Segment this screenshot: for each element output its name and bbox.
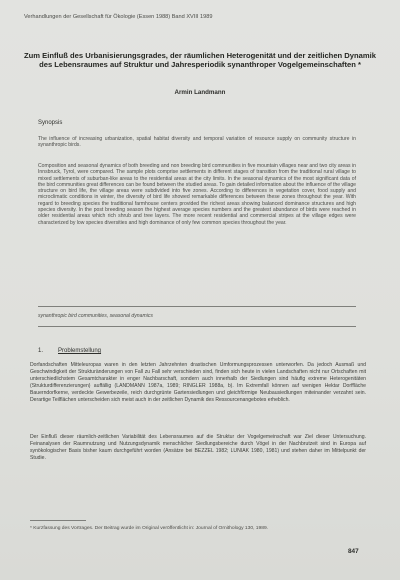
- body-paragraph: Dorfandschaften Mitteleuropas waren in den letzten Jahrzehnten drastischen Umformungsprozessen unterworfen. Da jedoch Ausmaß und Geschwindigkeit der Strukturänderungen von Fall zu Fall sehr verschieden sind, finden sich heute in vielen Landschaften nicht nur Ortschaften mit unterschiedlichstem Gesamtcharakter in enger Nachbarschaft, sondern auch innerhalb der Siedlungen sind häufig extreme Heterogenitäten (Strukturdifferenzierungen) auffällig (LANDMANN 1987a, 1989; RINGLER 1988a, b). Im Extremfall können auf wenigen Hektar Dorffläche Bauerndorfkerne, verdeckte Gewerbezeile, reich durchgrünte Gartensiedlungen und gleichförmige Neubausiedlungen miteinander verzahnt sein. Derartige Teilflächen unterscheiden sich meist auch in der zeitlichen Dynamik des Ressourcenangebotes erheblich.: [30, 362, 366, 404]
- synopsis-label: Synopsis: [38, 120, 63, 126]
- keywords: synanthropic bird communities, seasonal dynamics: [38, 313, 153, 319]
- divider: [38, 326, 356, 327]
- journal-header: Verhandlungen der Gesellschaft für Ökologie (Essen 1988) Band XVIII 1989: [24, 14, 213, 20]
- article-title: Zum Einfluß des Urbanisierungsgrades, der räumlichen Heterogenität und der zeitlichen Dynamik des Lebensraumes auf Struktur und Jahresperiodik synanthroper Vogelgemeinschaften *: [24, 51, 376, 70]
- section-title: Problemstellung: [58, 348, 102, 354]
- synopsis-paragraph: Composition and seasonal dynamics of both breeding and non breeding bird communities in five mountain villages near and two city areas in Innsbruck, Tyrol, were compared. The sample plots comprise settlements in different stages of transition from the traditional rural village to mixed settlements of suburban-like areas to the residential areas at the city limits. In the seasonal dynamics of the most significant data of the bird communities great differences can be found between the studied areas. To gain detailed information about the influence of the village structure on bird life, the village areas were subdivided into five zones. According to differences in vegetation cover, food supply and microclimatic conditions in winter, the diversity of bird life showed remarkable differences between these zones throughout the year. With regard to breeding species the traditional farmhouse centers provided the richest areas showing balanced dominance structures and high species diversity. In the post breeding season the highest average species numbers and the greatest abundance of birds were reached in older residential areas which rich shrub and tree layers. The more recent residential and commercial stripes at the village edges were characterized by low species diversities and high dominance of only few common species throughout the year.: [38, 163, 356, 226]
- body-paragraph: Der Einfluß dieser räumlich-zeitlichen Variabilität des Lebensraumes auf die Struktur der Vogelgemeinschaft war Ziel dieser Untersuchung. Feinanalysen der Raumnutzung und Nutzungsdynamik menschlicher Siedlungsbereiche durch Vögel in der Nachbrutzeit sind in Europa auf synökologischer Basis bisher kaum durchgeführt worden (Ansätze bei BEZZEL 1982; LUNIAK 1980, 1981) und stehen daher im Mittelpunkt der Studie.: [30, 434, 366, 462]
- synopsis-paragraph: The influence of increasing urbanization, spatial habitat diversity and temporal variation of resource supply on community structure in synanthropic birds.: [38, 136, 356, 149]
- divider: [38, 306, 356, 307]
- footnote-divider: [30, 520, 86, 521]
- section-number: 1.: [38, 348, 44, 354]
- author-name: Armin Landmann: [174, 89, 226, 96]
- footnote: * Kurzfassung des Vortrages. Der Beitrag wurde im Original veröffentlicht in: Journal of Ornithology 130, 1989.: [30, 526, 269, 531]
- page-number: 847: [348, 548, 359, 555]
